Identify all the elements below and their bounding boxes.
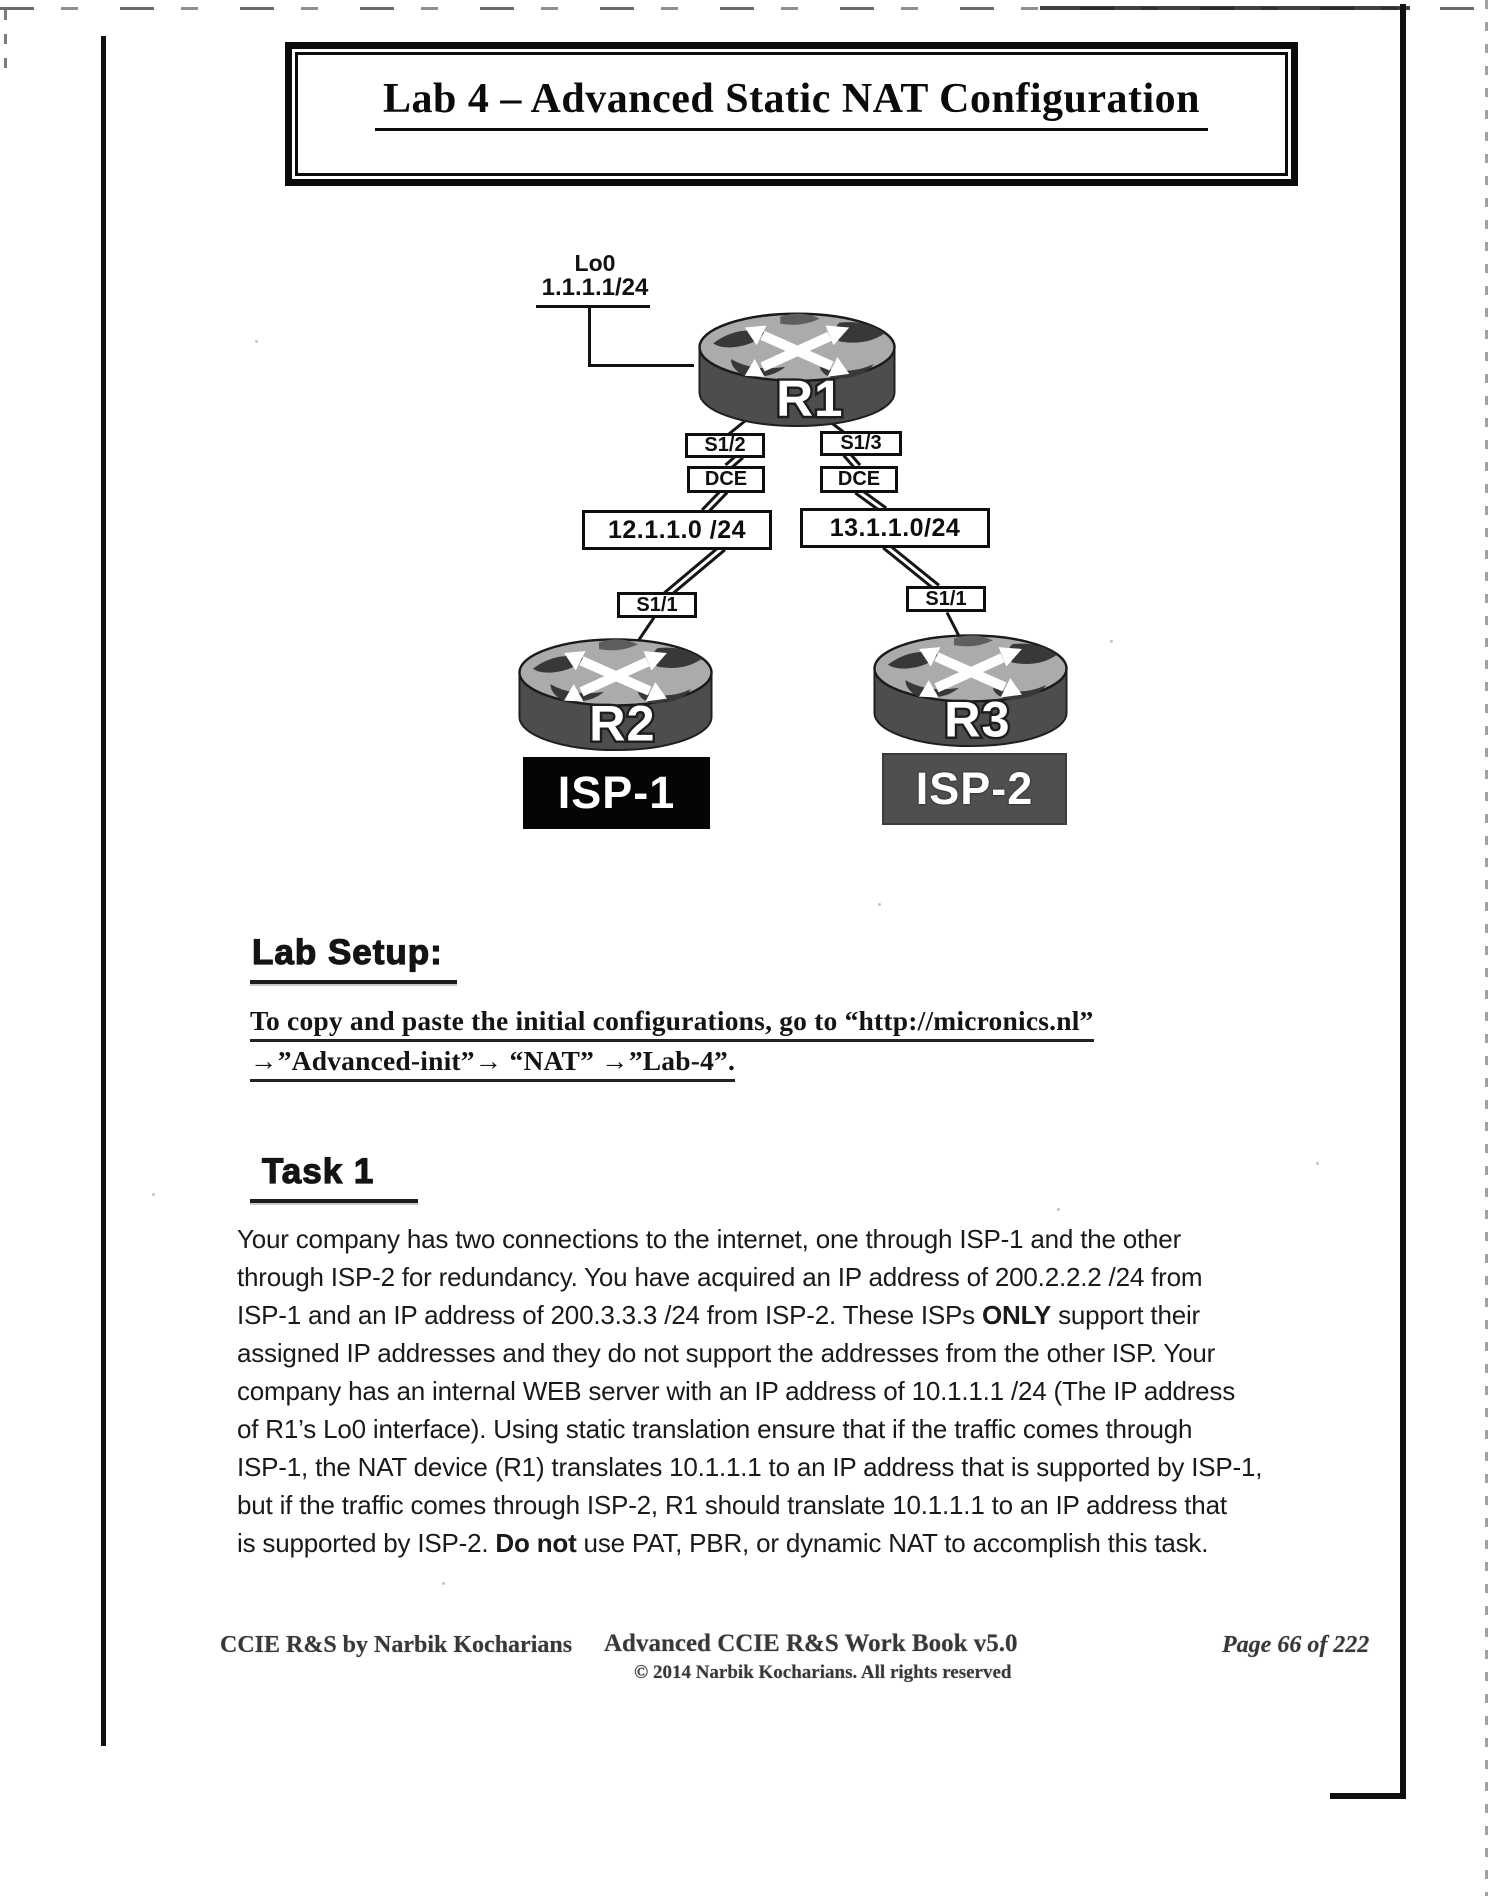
scan-speck [255, 340, 258, 343]
interface-box-s13: S1/3 [820, 431, 902, 456]
scan-speck [1316, 1162, 1319, 1165]
loopback-ip: 1.1.1.1/24 [541, 273, 649, 301]
task1-paragraph-line: ISP-1 and an IP address of 200.3.3.3 /24 from ISP-2. These ISPs ONLY support their [237, 1300, 1201, 1330]
scan-speck [442, 1582, 445, 1585]
scan-speck [1057, 1208, 1060, 1211]
loopback-underline [536, 305, 650, 308]
isp2-tag: ISP-2 [882, 753, 1067, 825]
footer-page-number: Page 66 of 222 [1222, 1632, 1370, 1658]
lab-setup-instruction-line2: →”Advanced-init”→ “NAT” →”Lab-4”. [250, 1045, 735, 1082]
router-r2-label: R2 [589, 694, 656, 752]
subnet-box-right: 13.1.1.0/24 [800, 508, 990, 548]
loopback-label [520, 252, 670, 301]
loopback-interface-name: Lo0 [574, 250, 616, 276]
task1-heading: Task 1 [250, 1152, 418, 1203]
isp1-tag: ISP-1 [523, 757, 710, 829]
interface-box-s11-left: S1/1 [617, 592, 697, 618]
task1-paragraph [237, 1220, 1297, 1562]
scan-artifact-left-border [101, 36, 106, 1746]
lab-setup-instruction-line1: To copy and paste the initial configurations, go to “http://micronics.nl” [250, 1005, 1094, 1042]
router-r3 [868, 618, 1073, 748]
interface-box-s11-right: S1/1 [906, 586, 986, 612]
dce-box-right: DCE [820, 466, 898, 493]
task1-paragraph-line: ISP-1, the NAT device (R1) translates 10.1.1.1 to an IP address that is supported by ISP-1, [237, 1452, 1263, 1482]
scan-speck [152, 1193, 155, 1196]
footer-copyright: © 2014 Narbik Kocharians. All rights reserved [634, 1662, 1012, 1683]
task1-paragraph-line: but if the traffic comes through ISP-2, R1 should translate 10.1.1.1 to an IP address that [237, 1490, 1227, 1520]
scan-speck [878, 903, 881, 906]
task1-paragraph-line: of R1’s Lo0 interface). Using static translation ensure that if the traffic comes through [237, 1414, 1193, 1444]
footer-book-title: Advanced CCIE R&S Work Book v5.0 [604, 1630, 1018, 1657]
dce-box-left: DCE [687, 466, 765, 493]
task1-paragraph-line: assigned IP addresses and they do not support the addresses from the other ISP. Your [237, 1338, 1216, 1368]
scan-artifact-right-border [1400, 4, 1406, 1797]
task1-paragraph-line: is supported by ISP-2. Do not use PAT, PBR, or dynamic NAT to accomplish this task. [237, 1528, 1209, 1558]
scan-artifact-top-line [1040, 6, 1410, 10]
scan-speck [1110, 640, 1113, 643]
loopback-connector-vertical [588, 305, 591, 367]
lab-setup-heading: Lab Setup: [250, 933, 457, 984]
link-subnet-s11-right [882, 542, 940, 591]
title-box-inner-border [295, 52, 1288, 176]
task1-paragraph-line: company has an internal WEB server with an IP address of 10.1.1.1 /24 (The IP address [237, 1376, 1236, 1406]
subnet-box-left: 12.1.1.0 /24 [582, 510, 772, 550]
scan-artifact-corner-stub [1330, 1793, 1406, 1799]
router-r3-label: R3 [944, 690, 1011, 748]
title-box [285, 42, 1298, 186]
link-subnet-s11-left [663, 544, 725, 598]
scan-artifact-left-dashes [4, 10, 7, 82]
router-r1-label: R1 [776, 370, 844, 428]
footer-author: CCIE R&S by Narbik Kocharians [220, 1632, 573, 1658]
router-r1 [692, 296, 902, 428]
scan-artifact-edge-dots [1485, 0, 1488, 1896]
loopback-connector-horizontal [588, 364, 694, 367]
page-title: Lab 4 – Advanced Static NAT Configuration [375, 75, 1208, 131]
task1-paragraph-line: Your company has two connections to the internet, one through ISP-1 and the other [237, 1224, 1182, 1254]
router-r2 [513, 622, 718, 752]
interface-box-s12: S1/2 [685, 433, 765, 458]
task1-paragraph-line: through ISP-2 for redundancy. You have acquired an IP address of 200.2.2.2 /24 from [237, 1262, 1203, 1292]
footer-book-info [604, 1630, 1049, 1684]
